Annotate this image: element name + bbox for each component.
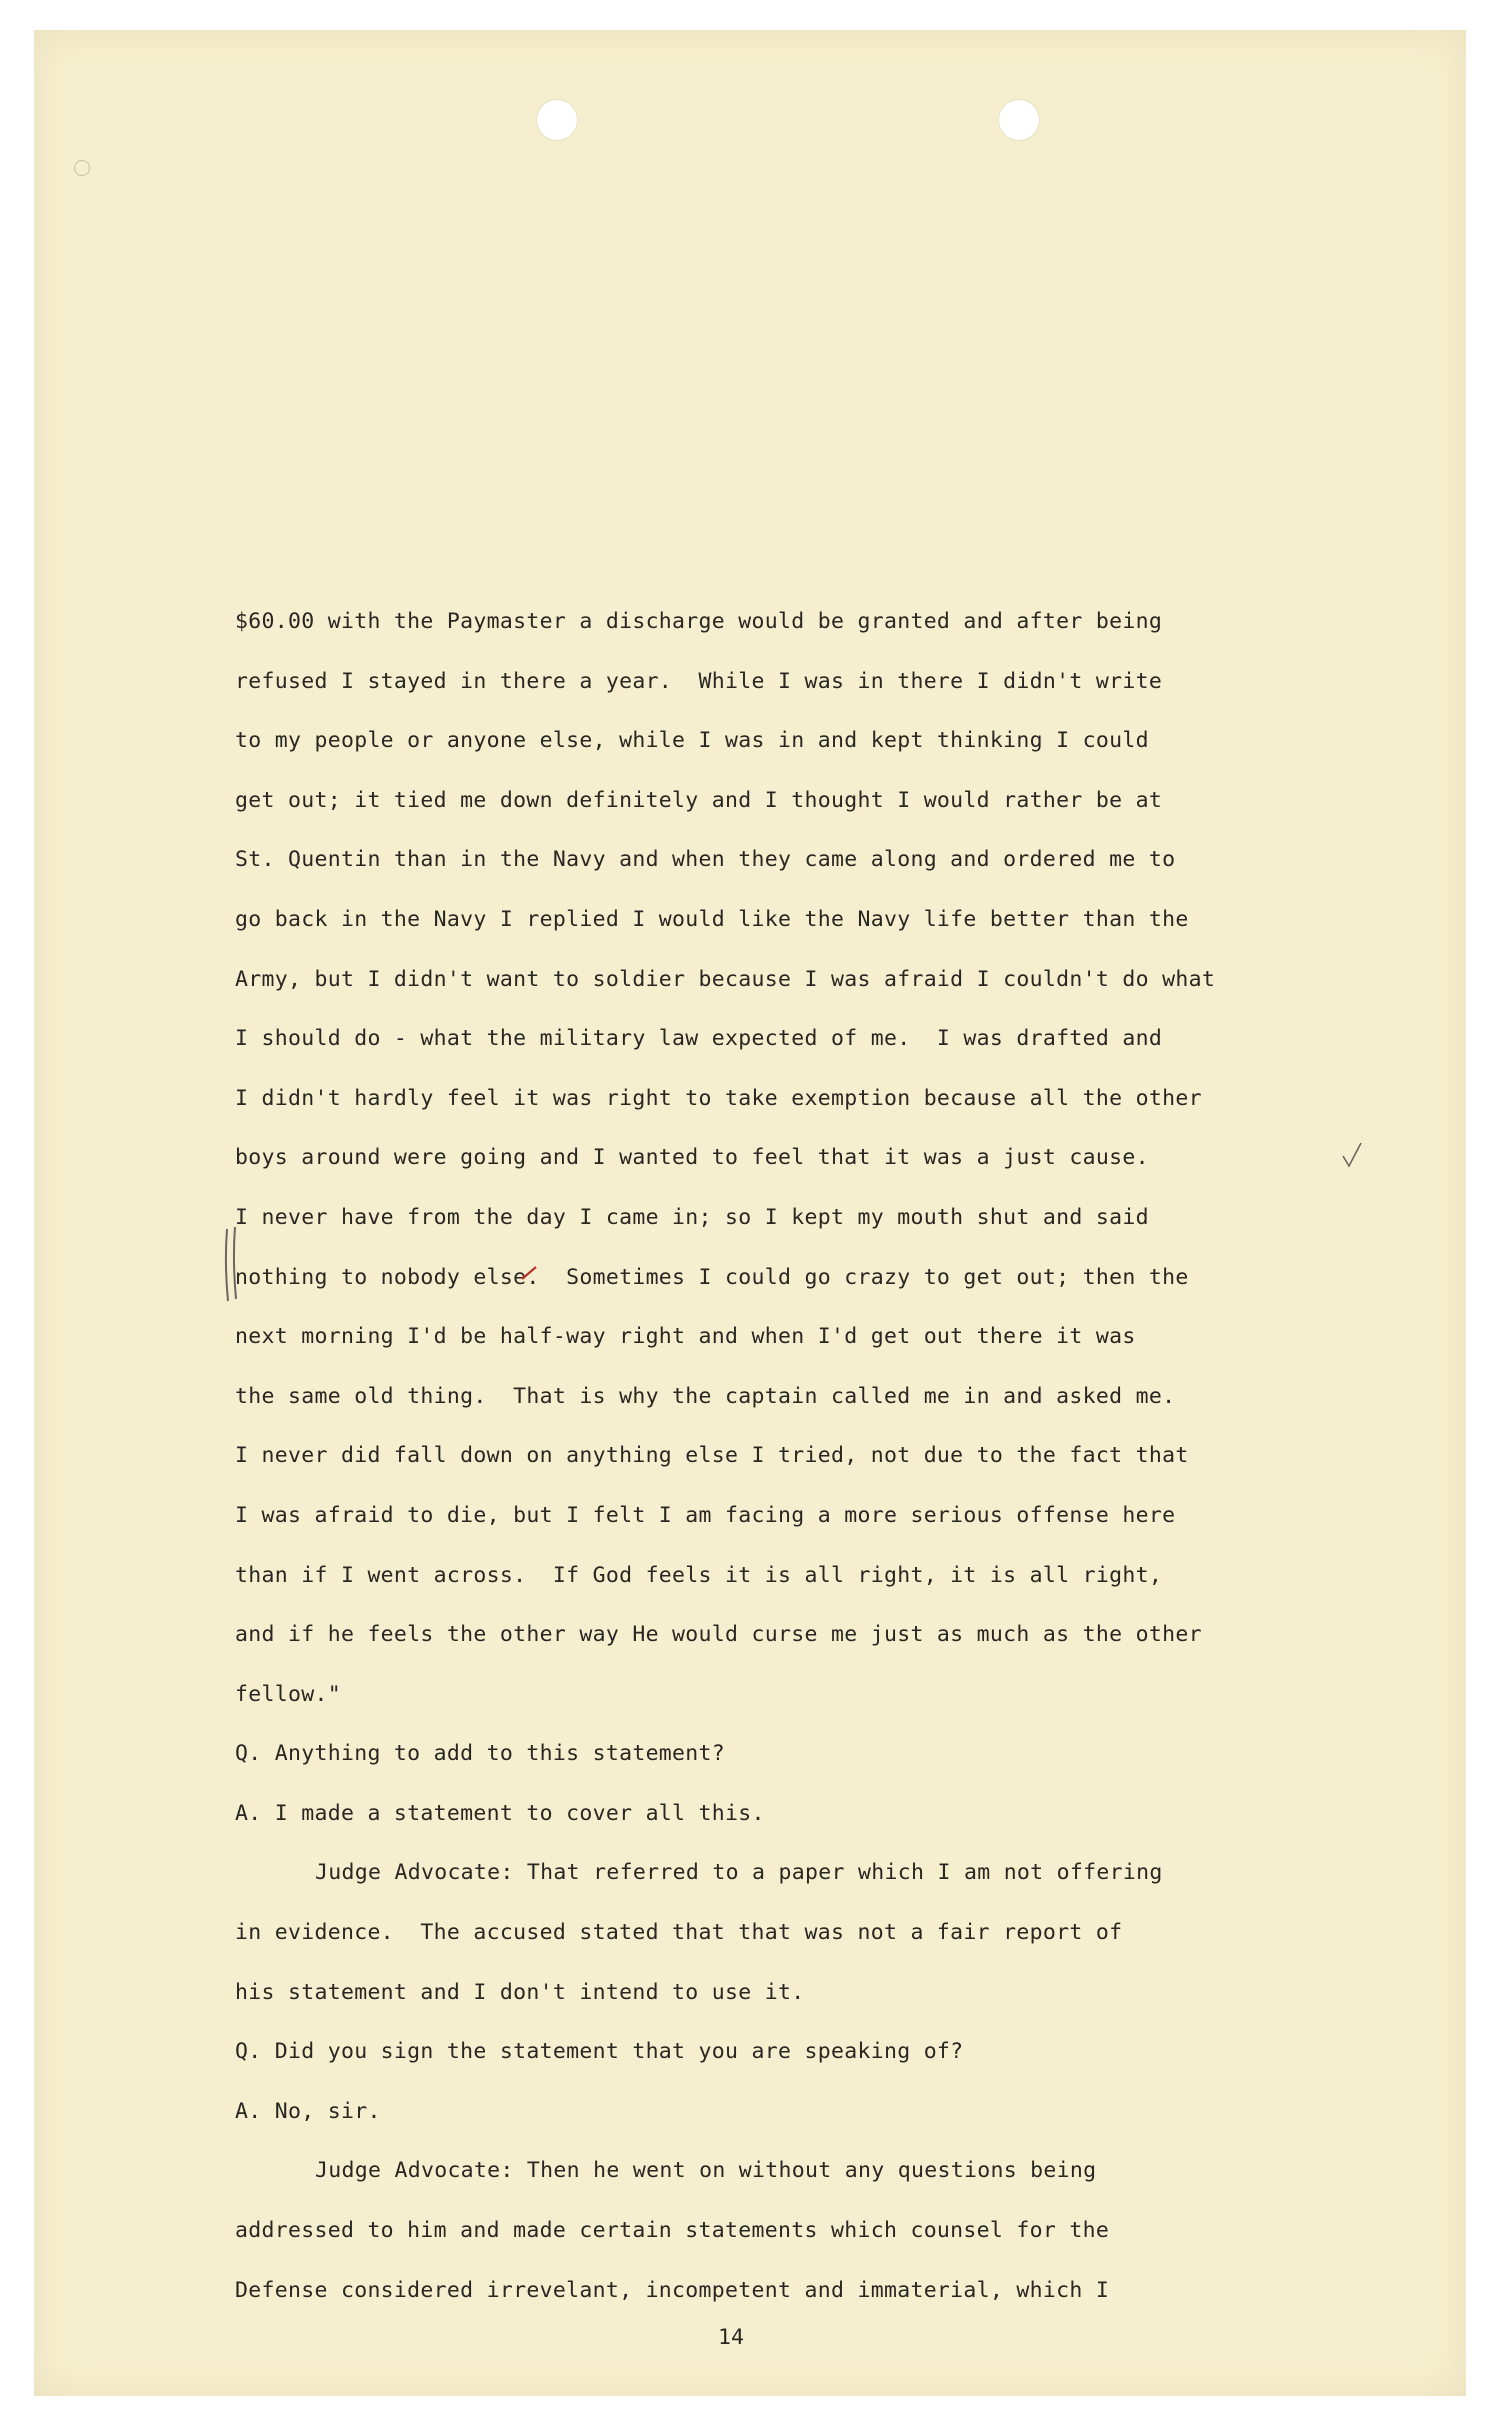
typed-line: nothing to nobody else. Sometimes I could go crazy to get out; then the (235, 1264, 1189, 1290)
typed-line: than if I went across. If God feels it is all right, it is all right, (235, 1562, 1163, 1588)
typed-line: $60.00 with the Paymaster a discharge would be granted and after being (235, 609, 1163, 634)
red-pencil-tick (520, 1264, 538, 1282)
typed-line: I never have from the day I came in; so I kept my mouth shut and said (235, 1204, 1149, 1230)
page-number: 14 (718, 2325, 744, 2350)
typed-line: next morning I'd be half-way right and when I'd get out there it was (235, 1324, 1136, 1350)
pencil-check-mark (1340, 1140, 1364, 1170)
typed-line: Judge Advocate: Then he went on without any questions being (315, 2158, 1097, 2184)
typed-line: to my people or anyone else, while I was in and kept thinking I could (235, 728, 1149, 754)
typed-line: Defense considered irrevelant, incompetent and immaterial, which I (235, 2277, 1110, 2303)
typed-line: A. No, sir. (235, 2098, 381, 2124)
typed-line: I never did fall down on anything else I tried, not due to the fact that (235, 1443, 1189, 1469)
punch-hole-right (999, 100, 1039, 140)
typed-line: Judge Advocate: That referred to a paper which I am not offering (315, 1860, 1163, 1886)
typed-line: boys around were going and I wanted to feel that it was a just cause. (235, 1145, 1149, 1171)
typed-line: Q. Did you sign the statement that you are speaking of? (235, 2039, 964, 2065)
typed-line: Q. Anything to add to this statement? (235, 1741, 726, 1767)
typescript-body (235, 592, 1355, 2320)
typed-line: Army, but I didn't want to soldier because I was afraid I couldn't do what (235, 966, 1216, 992)
typed-line: in evidence. The accused stated that that was not a fair report of (235, 1920, 1123, 1946)
typed-line: go back in the Navy I replied I would like the Navy life better than the (235, 906, 1189, 932)
typed-line: I should do - what the military law expected of me. I was drafted and (235, 1026, 1163, 1052)
typed-line: I didn't hardly feel it was right to take exemption because all the other (235, 1085, 1202, 1111)
typed-line: St. Quentin than in the Navy and when they came along and ordered me to (235, 847, 1176, 873)
typed-line: addressed to him and made certain statements which counsel for the (235, 2218, 1110, 2244)
typed-line: his statement and I don't intend to use it. (235, 1979, 805, 2005)
punch-hole-left (537, 100, 577, 140)
typed-line: get out; it tied me down definitely and I thought I would rather be at (235, 787, 1163, 813)
typed-line: fellow." (235, 1681, 341, 1707)
margin-double-bar-mark (222, 1225, 242, 1305)
typed-line: and if he feels the other way He would curse me just as much as the other (235, 1622, 1202, 1648)
typed-line: I was afraid to die, but I felt I am facing a more serious offense here (235, 1502, 1176, 1528)
pin-hole-mark (74, 160, 90, 176)
typed-line: A. I made a statement to cover all this. (235, 1800, 765, 1826)
typed-line: the same old thing. That is why the captain called me in and asked me. (235, 1383, 1176, 1409)
typed-line: refused I stayed in there a year. While I was in there I didn't write (235, 668, 1163, 694)
